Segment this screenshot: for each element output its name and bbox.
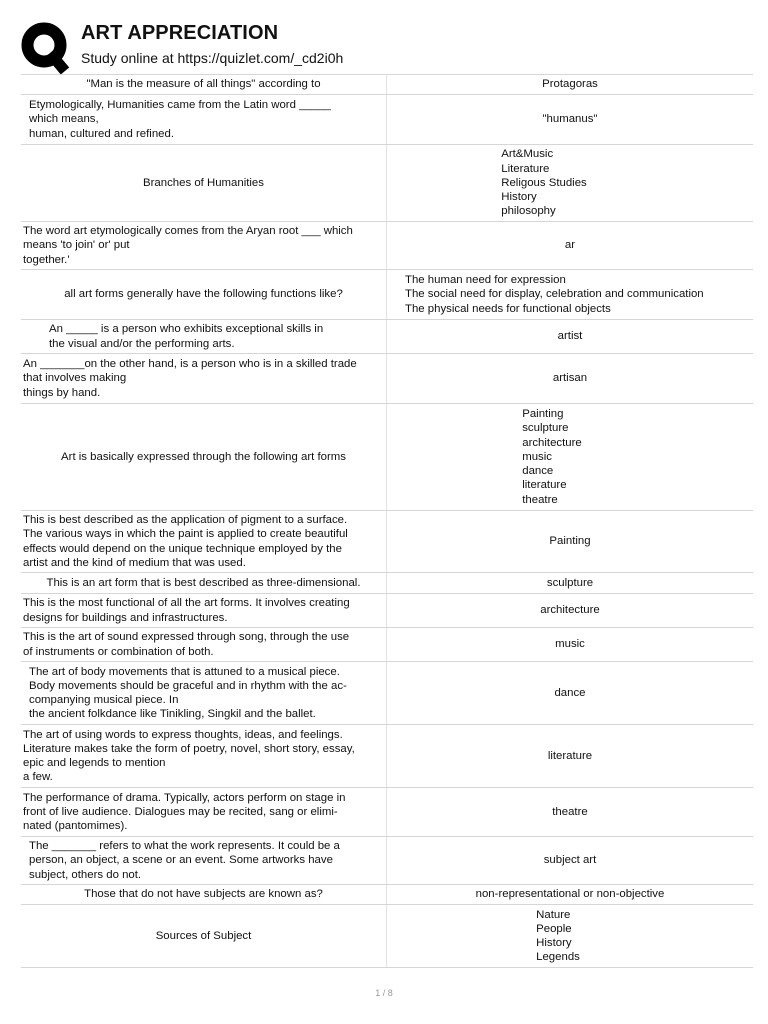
definition-cell — [387, 905, 754, 968]
term-cell: An _____ is a person who exhibits exceptional skills in the visual and/or the performing arts. — [21, 320, 387, 354]
term-cell: This is the art of sound expressed through song, through the use of instruments or combination of both. — [21, 628, 387, 662]
table-row — [21, 404, 753, 511]
table-row — [21, 320, 753, 354]
term-cell: all art forms generally have the following functions like? — [21, 270, 387, 320]
table-row — [21, 354, 753, 404]
table-row — [21, 662, 753, 725]
table-row — [21, 837, 753, 885]
table-row — [21, 95, 753, 145]
table-row — [21, 885, 753, 905]
definition-cell: artisan — [387, 354, 754, 404]
term-cell: The art of body movements that is attuned to a musical piece. Body movements should be graceful and in rhythm with the ac- companying musical piece. In the ancient folkdance like Tinikling, Singkil and the ballet. — [21, 662, 387, 725]
study-online-link[interactable]: Study online at https://quizlet.com/_cd2i0h — [81, 50, 344, 66]
table-row — [21, 75, 753, 95]
definition-cell: theatre — [387, 788, 754, 837]
definition-list: Nature People History Legends — [536, 908, 580, 964]
definition-cell: subject art — [387, 837, 754, 885]
term-cell: "Man is the measure of all things" according to — [21, 75, 387, 95]
page-number: 1 / 8 — [375, 988, 393, 998]
table-row — [21, 594, 753, 628]
definition-cell — [387, 145, 754, 222]
table-row — [21, 905, 753, 968]
definition-cell: non-representational or non-objective — [387, 885, 754, 905]
definition-cell: artist — [387, 320, 754, 354]
term-cell: Etymologically, Humanities came from the Latin word _____ which means, human, cultured and refined. — [21, 95, 387, 145]
table-row — [21, 270, 753, 320]
term-cell: The word art etymologically comes from the Aryan root ___ which means 'to join' or' put together.' — [21, 222, 387, 270]
definition-cell: sculpture — [387, 573, 754, 594]
term-cell: This is best described as the application of pigment to a surface. The various ways in which the paint is applied to create beautiful effects would depend on the unique technique employed by the artist and the kind of medium that was used. — [21, 511, 387, 573]
definition-cell — [387, 404, 754, 511]
page-title: ART APPRECIATION — [81, 22, 279, 44]
term-cell: This is the most functional of all the art forms. It involves creating designs for buildings and infrastructures. — [21, 594, 387, 628]
term-cell: The _______ refers to what the work represents. It could be a person, an object, a scene or an event. Some artworks have subject, others do not. — [21, 837, 387, 885]
definition-cell: literature — [387, 725, 754, 788]
term-cell: The art of using words to express thoughts, ideas, and feelings. Literature makes take the form of poetry, novel, short story, essay, epic and legends to mention a few. — [21, 725, 387, 788]
term-cell: Art is basically expressed through the following art forms — [21, 404, 387, 511]
definition-cell: "humanus" — [387, 95, 754, 145]
table-row — [21, 145, 753, 222]
definition-cell: The human need for expression The social need for display, celebration and communication The physical needs for functional objects — [387, 270, 754, 320]
definition-cell: Painting — [387, 511, 754, 573]
term-cell: Branches of Humanities — [21, 145, 387, 222]
term-cell: Sources of Subject — [21, 905, 387, 968]
table-row — [21, 222, 753, 270]
term-cell: Those that do not have subjects are known as? — [21, 885, 387, 905]
term-cell: The performance of drama. Typically, actors perform on stage in front of live audience. Dialogues may be recited, sang or elimi- nated (pantomimes). — [21, 788, 387, 837]
definition-cell: architecture — [387, 594, 754, 628]
definition-cell: ar — [387, 222, 754, 270]
table-row — [21, 628, 753, 662]
term-cell: An _______on the other hand, is a person who is in a skilled trade that involves making things by hand. — [21, 354, 387, 404]
table-row — [21, 511, 753, 573]
flashcard-table — [21, 74, 753, 968]
definition-cell: music — [387, 628, 754, 662]
definition-list: Art&Music Literature Religous Studies History philosophy — [501, 148, 587, 218]
table-row — [21, 573, 753, 594]
term-cell: This is an art form that is best described as three-dimensional. — [21, 573, 387, 594]
table-row — [21, 788, 753, 837]
definition-cell: Protagoras — [387, 75, 754, 95]
definition-list: Painting sculpture architecture music dance literature theatre — [522, 408, 582, 506]
table-row — [21, 725, 753, 788]
quizlet-logo-icon — [20, 20, 70, 74]
definition-cell: dance — [387, 662, 754, 725]
page-header — [0, 0, 768, 76]
